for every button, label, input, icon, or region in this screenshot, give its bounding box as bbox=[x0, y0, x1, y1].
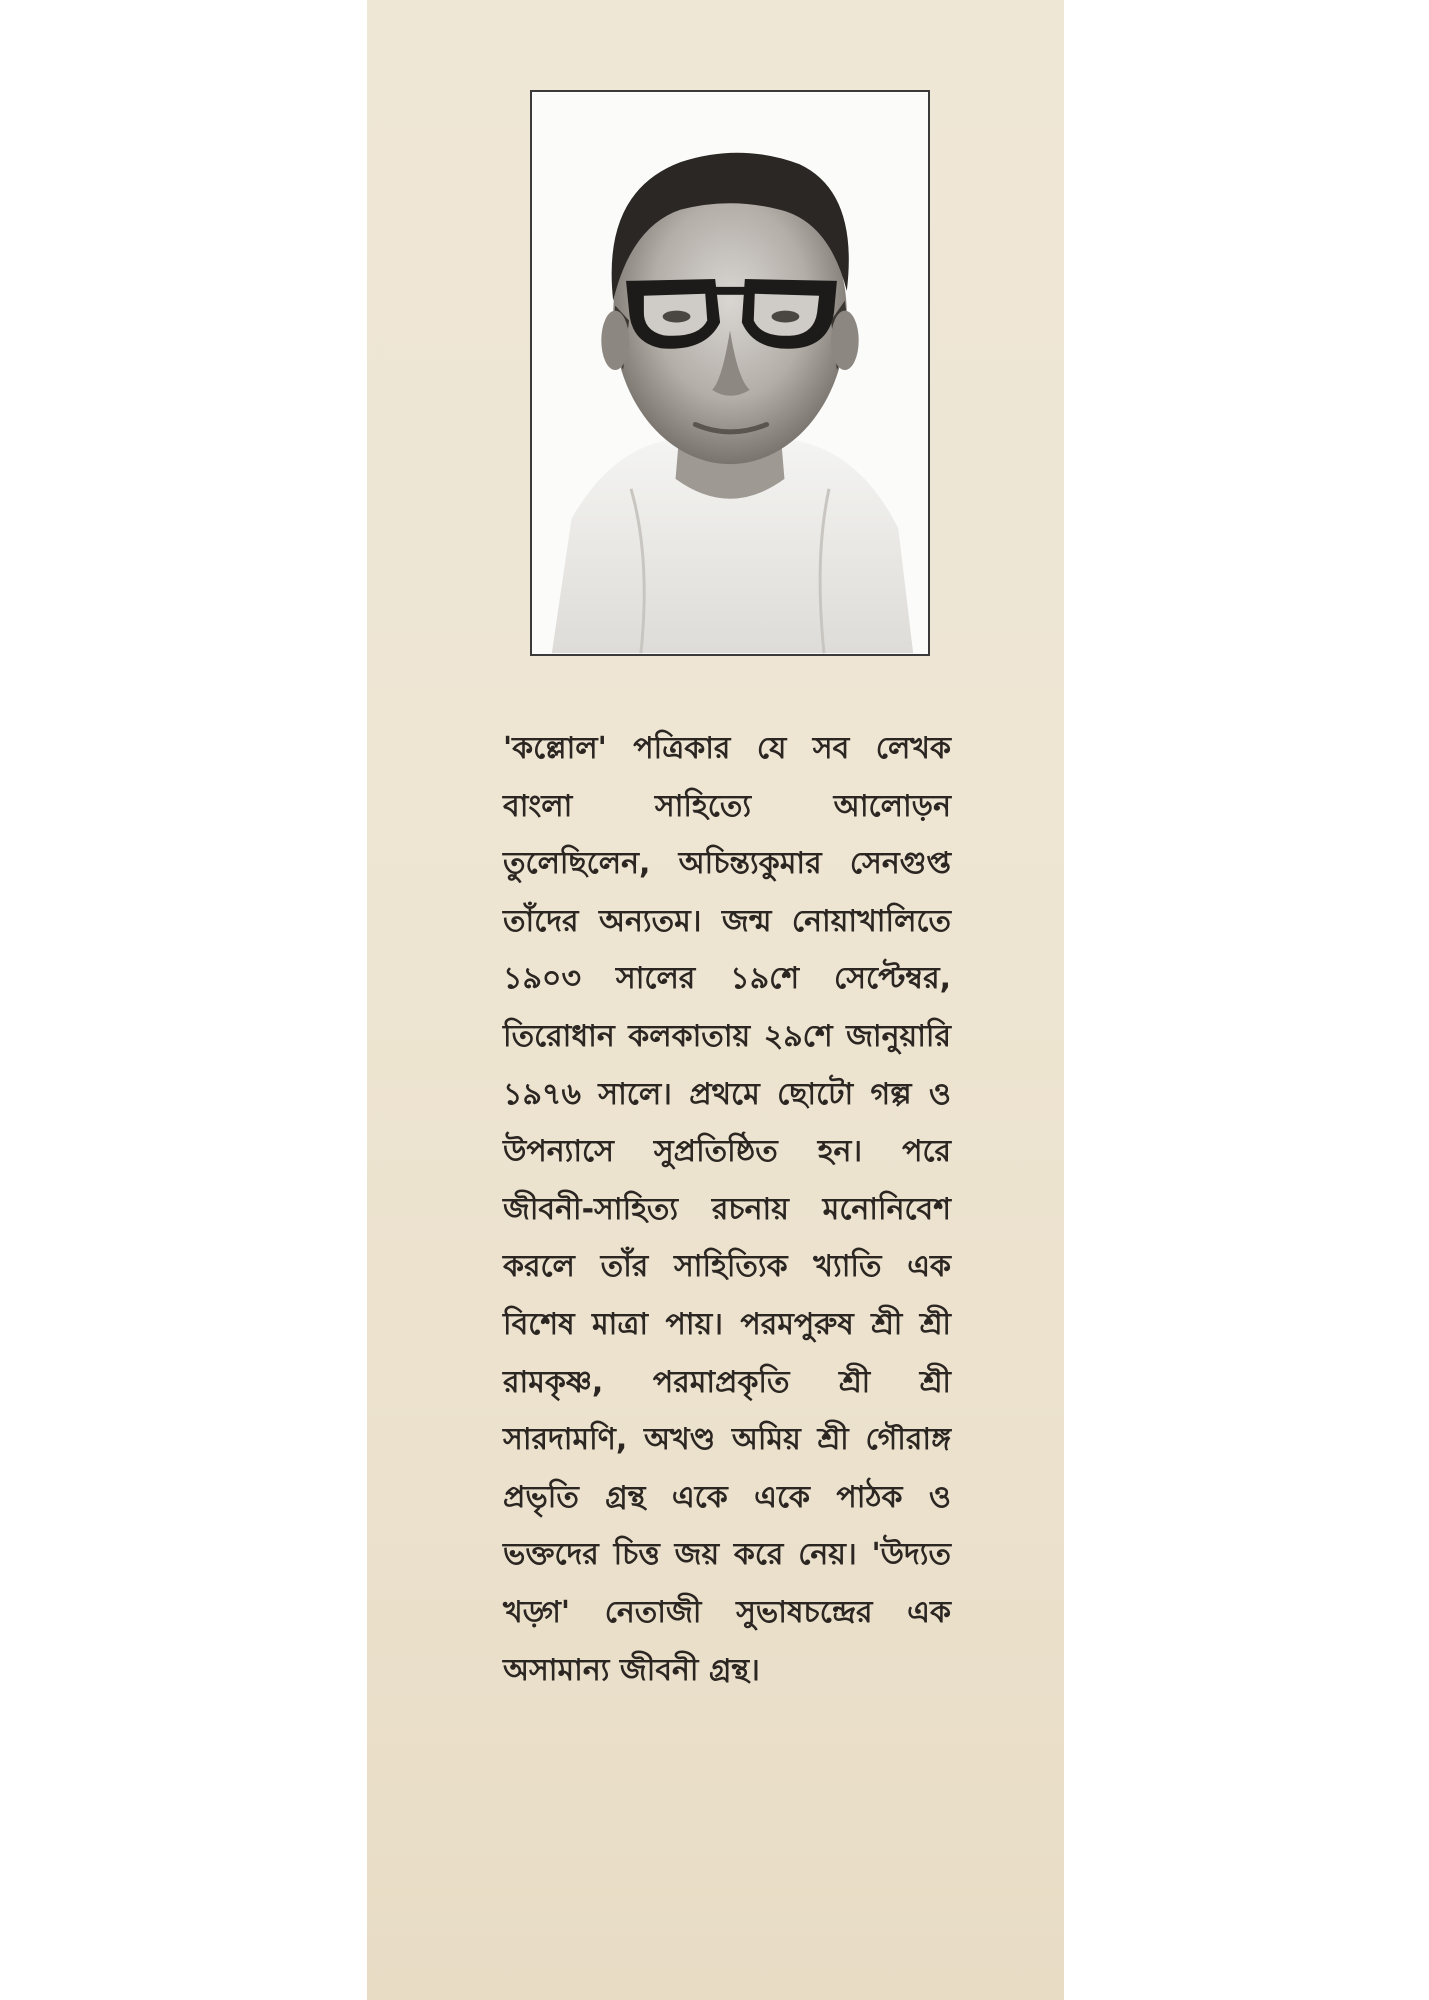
author-biography: 'কল্লোল' পত্রিকার যে সব লেখক বাংলা সাহিত্যে আলোড়ন তুলেছিলেন, অচিন্ত্যকুমার সেনগুপ্ত তাঁদের অন্যতম। জন্ম নোয়াখালিতে ১৯০৩ সালের ১৯শে সেপ্টেম্বর, তিরোধান কলকাতায় ২৯শে জানুয়ারি ১৯৭৬ সালে। প্রথমে ছোটো গল্প ও উপন্যাসে সুপ্রতিষ্ঠিত হন। পরে জীবনী-সাহিত্য রচনায় মনোনিবেশ করলে তাঁর সাহিত্যিক খ্যাতি এক বিশেষ মাত্রা পায়। পরমপুরুষ শ্রী শ্রী রামকৃষ্ণ, পরমাপ্রকৃতি শ্রী শ্রী সারদামণি, অখণ্ড অমিয় শ্রী গৌরাঙ্গ প্রভৃতি গ্রন্থ একে একে পাঠক ও ভক্তদের চিত্ত জয় করে নেয়। 'উদ্যত খড়্গ' নেতাজী সুভাষচন্দ্রের এক অসামান্য জীবনী গ্রন্থ। bbox=[503, 731, 951, 1688]
author-photo bbox=[530, 90, 930, 656]
